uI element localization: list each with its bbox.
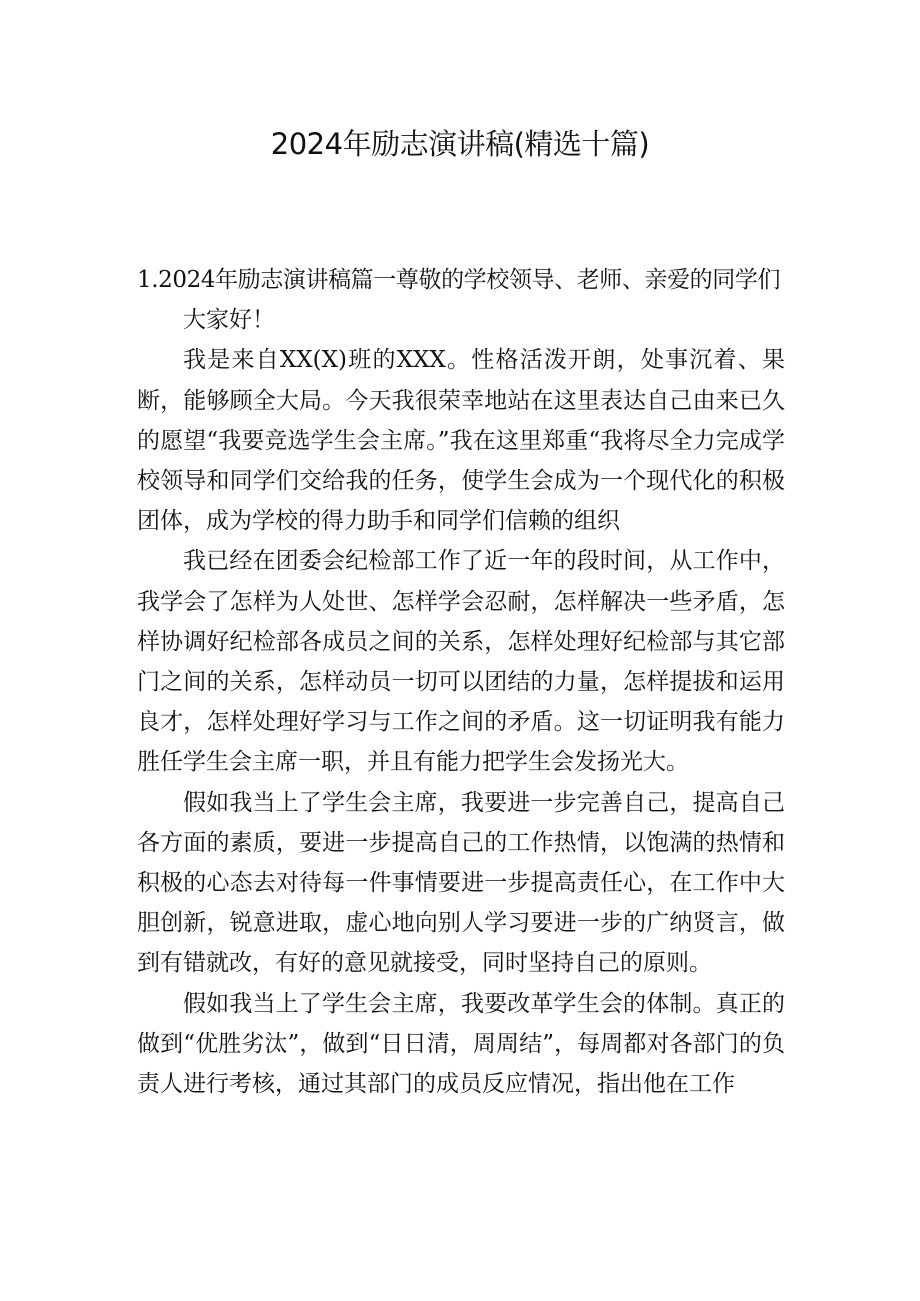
paragraph-experience: 我已经在团委会纪检部工作了近一年的段时间，从工作中，我学会了怎样为人处世、怎样学会忍耐，怎样解决一些矛盾，怎样协调好纪检部各成员之间的关系，怎样处理好纪检部与其它部门之间的关系，怎样动员一切可以团结的力量，怎样提拔和运用良才，怎样处理好学习与工作之间的矛盾。这一切证明我有能力胜任学生会主席一职，并且有能力把学生会发扬光大。 <box>137 548 785 776</box>
document-title: 2024年励志演讲稿(精选十篇) <box>270 127 650 161</box>
paragraph-reform: 假如我当上了学生会主席，我要改革学生会的体制。真正的做到“优胜劣汰”，做到“日日清，周周结”，每周都对各部门的负责人进行考核，通过其部门的成员反应情况，指出他在工作 <box>137 990 785 1098</box>
document-body <box>137 260 785 1104</box>
paragraph-self-improvement: 假如我当上了学生会主席，我要进一步完善自己，提高自己各方面的素质，要进一步提高自己的工作热情，以饱满的热情和积极的心态去对待每一件事情要进一步提高责任心，在工作中大胆创新，锐意进取，虚心地向别人学习要进一步的广纳贤言，做到有错就改，有好的意见就接受，同时坚持自己的原则。 <box>137 789 785 977</box>
paragraph-introduction: 我是来自XX(X)班的XXX。性格活泼开朗，处事沉着、果断，能够顾全大局。今天我很荣幸地站在这里表达自己由来已久的愿望“我要竞选学生会主席。”我在这里郑重“我将尽全力完成学校领导和同学们交给我的任务，使学生会成为一个现代化的积极团体，成为学校的得力助手和同学们信赖的组织 <box>137 347 785 535</box>
paragraph-greeting: 大家好！ <box>183 307 275 334</box>
section-heading: 1.2024年励志演讲稿篇一尊敬的学校领导、老师、亲爱的同学们 <box>137 267 781 293</box>
